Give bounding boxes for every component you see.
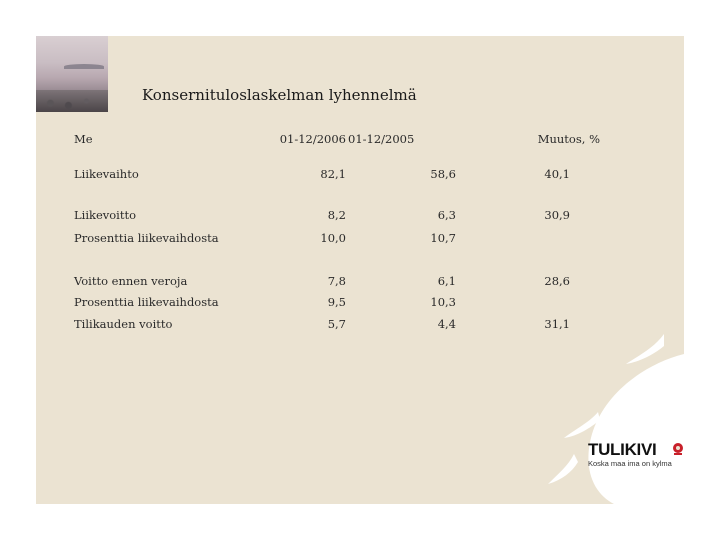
cell-2006: 8,2 — [327, 208, 346, 222]
logo-wordmark: TULIKIVI — [588, 440, 657, 459]
cell-2005: 6,3 — [437, 208, 456, 222]
tulikivi-logo — [588, 440, 684, 468]
cell-2006: 82,1 — [320, 167, 346, 181]
cell-2006: 10,0 — [320, 231, 346, 245]
header-2005: 01-12/2005 — [348, 132, 415, 146]
flame-logo-icon — [672, 442, 684, 456]
row-label: Tilikauden voitto — [74, 317, 173, 331]
row-label: Voitto ennen veroja — [74, 274, 188, 288]
cell-change: 40,1 — [544, 167, 570, 181]
row-label: Liikevaihto — [74, 167, 139, 181]
cell-2006: 7,8 — [327, 274, 346, 288]
slide — [36, 36, 684, 504]
slide-title: Konsernituloslaskelman lyhennelmä — [142, 86, 417, 104]
cell-2006: 5,7 — [327, 317, 346, 331]
cell-change: 28,6 — [544, 274, 570, 288]
header-unit: Me — [74, 132, 93, 146]
row-label: Prosenttia liikevaihdosta — [74, 295, 219, 309]
header-change: Muutos, % — [537, 132, 600, 146]
logo-tagline: Koska maa ima on kylma — [588, 459, 672, 468]
cell-2005: 6,1 — [437, 274, 456, 288]
cell-change: 30,9 — [544, 208, 570, 222]
row-label: Liikevoitto — [74, 208, 137, 222]
cell-2005: 4,4 — [437, 317, 456, 331]
cell-2005: 10,3 — [430, 295, 456, 309]
cell-2005: 58,6 — [430, 167, 456, 181]
flame-swirl-decoration — [534, 334, 684, 504]
cell-change: 31,1 — [544, 317, 570, 331]
cell-2006: 9,5 — [327, 295, 346, 309]
header-2006: 01-12/2006 — [279, 132, 346, 146]
row-label: Prosenttia liikevaihdosta — [74, 231, 219, 245]
cell-2005: 10,7 — [430, 231, 456, 245]
